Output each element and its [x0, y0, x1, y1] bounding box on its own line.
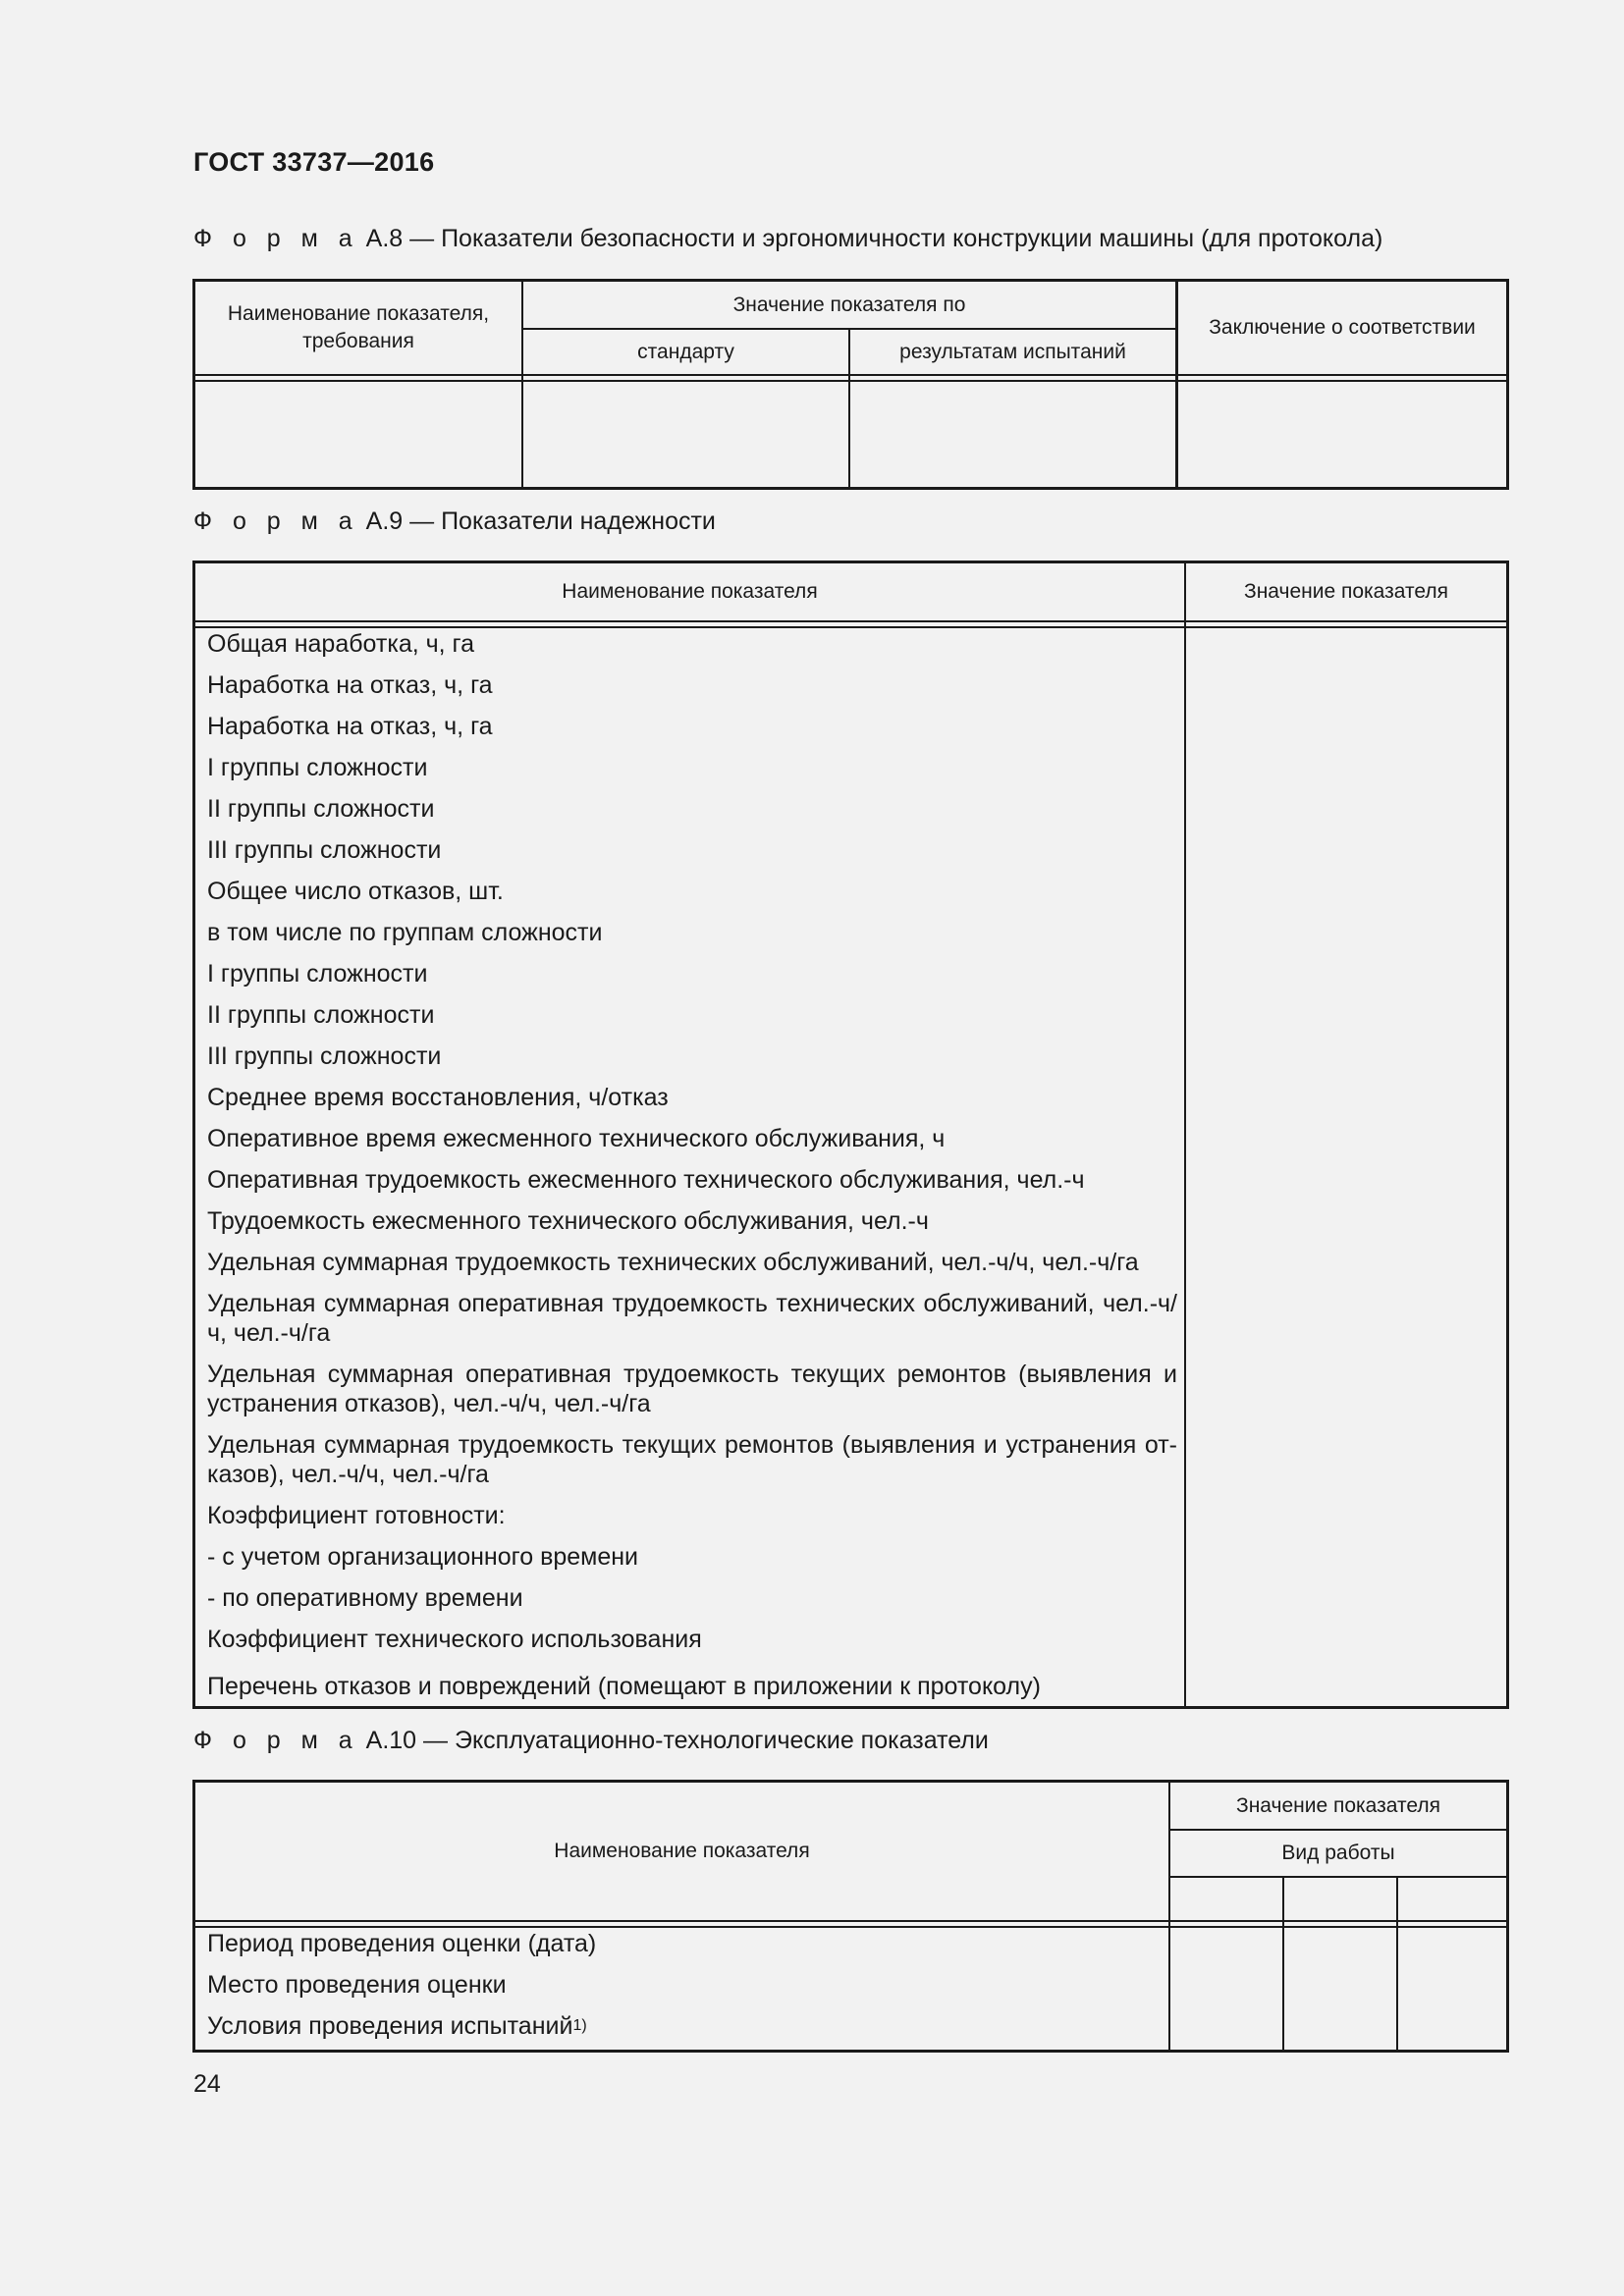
form-a10-rows [207, 1926, 1164, 2050]
form-a10-table [192, 1780, 1509, 2053]
form-a10-col-name [195, 1783, 1168, 1920]
form-a10-caption-prefix: Ф о р м а [193, 1727, 359, 1754]
form-a10-caption [193, 1727, 989, 1755]
form-a8-caption-prefix: Ф о р м а [193, 225, 359, 252]
table-row: Место проведения оценки [207, 1971, 507, 1999]
form-a9-col-value [1186, 563, 1506, 620]
table-row: Среднее время восстановления, ч/отказ [207, 1084, 669, 1111]
form-a10-col-value [1170, 1783, 1506, 1829]
page-number: 24 [193, 2070, 221, 2098]
form-a8-caption [193, 225, 1382, 253]
table-row: Общая наработка, ч, га [207, 630, 475, 658]
form-a8-col-standard-label: стандарту [637, 340, 734, 363]
table-row: в том числе по группам сложности [207, 919, 603, 946]
table-row: Перечень отказов и повреждений (помещают в приложении к протоколу) [207, 1673, 1041, 1700]
table-row: - с учетом организационного времени [207, 1543, 639, 1571]
table-row: Оперативная трудоемкость ежесменного технического обслуживания, чел.-ч [207, 1166, 1085, 1194]
table-row: Удельная суммарная оперативная трудоемкость текущих ремонтов (выявления и устранения отказов), чел.-ч/ч, чел.-ч/га [207, 1361, 1177, 1417]
table-row: Коэффициент готовности: [207, 1502, 506, 1529]
document-id: ГОСТ 33737—2016 [193, 147, 435, 177]
form-a8-col-conclusion [1178, 282, 1506, 374]
table-row: Удельная суммарная трудоемкость текущих ремонтов (выявления и устранения от-казов), чел.-ч/ч, чел.-ч/га [207, 1431, 1177, 1488]
table-row: Коэффициент технического использования [207, 1626, 702, 1653]
table-row: Трудоемкость ежесменного технического обслуживания, чел.-ч [207, 1207, 929, 1235]
table-row: II группы сложности [207, 1001, 435, 1029]
table-row: Удельная суммарная трудоемкость технических обслуживаний, чел.-ч/ч, чел.-ч/га [207, 1249, 1139, 1276]
form-a8-col-name [195, 282, 521, 374]
table-row-text: Условия проведения испытаний [207, 2012, 573, 2040]
form-a8-col-value-group [523, 282, 1175, 328]
table-row: III группы сложности [207, 836, 442, 864]
form-a8-col-conclusion-label: Заключение о соответствии [1209, 316, 1476, 339]
form-a9-col-value-label: Значение показателя [1244, 580, 1448, 603]
table-row: Оперативное время ежесменного технического обслуживания, ч [207, 1125, 946, 1152]
table-row: I группы сложности [207, 960, 428, 988]
form-a9-caption-prefix: Ф о р м а [193, 507, 359, 535]
table-row: Период проведения оценки (дата) [207, 1930, 597, 1957]
form-a10-col-work-type [1170, 1831, 1506, 1876]
table-row: Наработка на отказ, ч, га [207, 713, 493, 740]
form-a8-col-results-label: результатам испытаний [899, 340, 1126, 363]
form-a9-rows [207, 626, 1177, 1704]
form-a10-col-name-label: Наименование показателя [554, 1840, 810, 1862]
form-a9-caption [193, 507, 716, 536]
form-a9-col-name [195, 563, 1184, 620]
table-row: Наработка на отказ, ч, га [207, 671, 493, 699]
form-a8-caption-text: А.8 — Показатели безопасности и эргономичности конструкции машины (для протокола) [365, 225, 1383, 252]
table-row: I группы сложности [207, 754, 428, 781]
form-a8-col-name-label: Наименование показателя, требования [227, 302, 490, 352]
footnote-mark: 1) [572, 2017, 587, 2034]
table-row: II группы сложности [207, 795, 435, 823]
form-a8-col-results [850, 330, 1175, 374]
form-a10-caption-text: А.10 — Эксплуатационно-технологические показатели [365, 1727, 989, 1754]
table-row [207, 2008, 1164, 2050]
form-a8-col-value-group-label: Значение показателя по [732, 293, 966, 316]
table-row: III группы сложности [207, 1042, 442, 1070]
table-row: Удельная суммарная оперативная трудоемкость технических обслуживаний, чел.-ч/ч, чел.-ч/га [207, 1290, 1177, 1347]
form-a8-col-standard [523, 330, 848, 374]
form-a9-table [192, 561, 1509, 1709]
form-a9-col-name-label: Наименование показателя [562, 580, 818, 603]
table-row: - по оперативному времени [207, 1584, 523, 1612]
form-a8-table [192, 279, 1509, 490]
form-a9-caption-text: А.9 — Показатели надежности [365, 507, 716, 535]
form-a10-col-value-label: Значение показателя [1236, 1793, 1440, 1817]
table-row: Общее число отказов, шт. [207, 878, 504, 905]
form-a10-col-work-type-label: Вид работы [1281, 1842, 1395, 1864]
